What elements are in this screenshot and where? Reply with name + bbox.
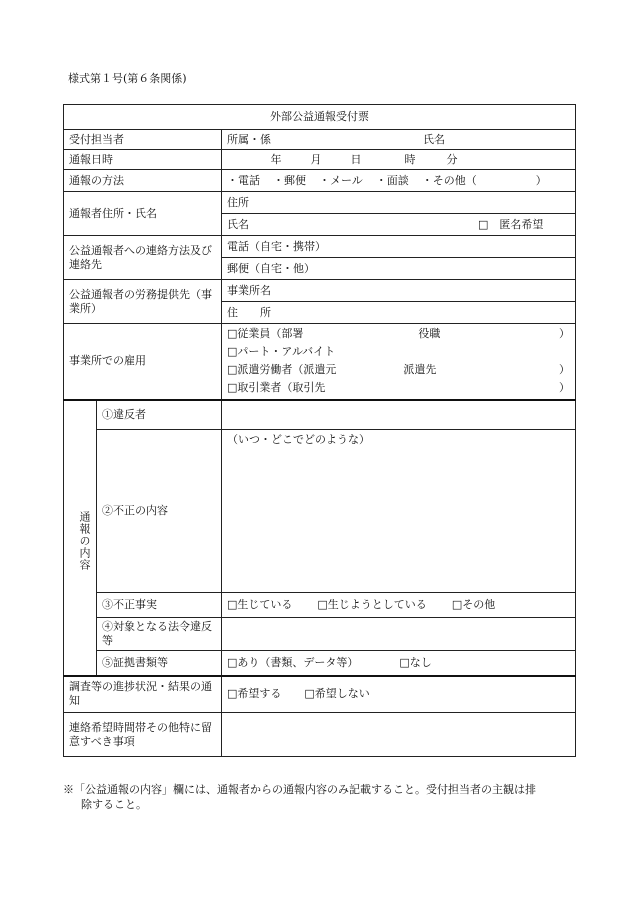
employee-checkbox[interactable]: □従業員（部署 (227, 327, 304, 341)
misconduct-row (64, 430, 576, 593)
fact-option-other[interactable]: □その他 (451, 598, 496, 611)
method-field[interactable] (222, 170, 576, 192)
datetime-row (64, 150, 576, 170)
remarks-field[interactable] (222, 713, 576, 757)
employee-position-label: 役職 (418, 327, 441, 341)
supplier-close-paren: ） (559, 381, 571, 395)
employment-dispatch-line (227, 361, 570, 379)
receiver-label: 受付担当者 (64, 130, 222, 150)
reporter-name-field[interactable] (222, 214, 576, 236)
progress-not-want-checkbox[interactable]: □希望しない (304, 687, 370, 701)
remarks-row (64, 713, 576, 757)
misconduct-field[interactable] (222, 430, 576, 593)
hour-label: 時 (404, 152, 416, 166)
progress-field[interactable] (222, 676, 576, 713)
reporter-row-address (64, 192, 576, 214)
method-row (64, 170, 576, 192)
receiver-name-label: 氏名 (423, 132, 445, 146)
dispatch-close-paren: ） (559, 363, 571, 377)
receiver-field[interactable] (222, 130, 576, 150)
violator-field[interactable] (222, 400, 576, 430)
employment-field[interactable] (222, 324, 576, 400)
employment-row (64, 324, 576, 400)
method-option-interview[interactable]: ・面談 (375, 173, 409, 187)
footnote-line-2: 除すること。 (81, 798, 147, 811)
evidence-yes-checkbox[interactable]: □あり（書類、データ等） (227, 655, 359, 669)
reporter-address-field[interactable]: 住所 (222, 192, 576, 214)
workplace-office-field[interactable]: 事業所名 (222, 280, 576, 302)
employment-label: 事業所での雇用 (64, 324, 222, 400)
remarks-label: 連絡希望時間帯その他特に留意すべき事項 (64, 713, 222, 757)
employment-supplier-line (227, 379, 570, 397)
fact-option-occurring[interactable]: □生じている (227, 598, 293, 611)
workplace-address-field[interactable]: 住 所 (222, 302, 576, 324)
dispatch-to-label: 派遣先 (403, 363, 437, 377)
evidence-row (64, 651, 576, 676)
employment-employee-line (227, 325, 570, 343)
reporter-name-label: 氏名 (227, 217, 249, 231)
footnote-line-1: ※「公益通報の内容」欄には、通報者からの通報内容のみ記載すること。受付担当者の主観は排 (63, 783, 536, 796)
workplace-row-office (64, 280, 576, 302)
progress-row (64, 676, 576, 713)
method-label: 通報の方法 (64, 170, 222, 192)
form-title: 外部公益通報受付票 (64, 105, 576, 130)
reporter-label: 通報者住所・氏名 (64, 192, 222, 236)
violator-label: ①違反者 (97, 400, 222, 430)
progress-label: 調査等の進捗状況・結果の通知 (64, 676, 222, 713)
footnote (63, 782, 579, 812)
anonymous-checkbox[interactable]: □ 匿名希望 (478, 217, 544, 231)
content-group-label: 通報の内容 (64, 400, 97, 676)
fact-label: ③不正事実 (97, 593, 222, 618)
month-label: 月 (310, 152, 322, 166)
progress-want-checkbox[interactable]: □希望する (227, 687, 282, 701)
contact-row-phone (64, 236, 576, 258)
contact-label: 公益通報者への連絡方法及び連絡先 (64, 236, 222, 280)
workplace-label: 公益通報者の労務提供先（事業所） (64, 280, 222, 324)
law-label: ④対象となる法令違反等 (97, 618, 222, 651)
method-option-mail[interactable]: ・郵便 (273, 173, 306, 187)
misconduct-label: ②不正の内容 (97, 430, 222, 593)
affiliation-label: 所属・係 (227, 132, 271, 146)
law-field[interactable] (222, 618, 576, 651)
reception-form-table (63, 104, 576, 757)
datetime-field[interactable] (222, 150, 576, 170)
fact-option-about-to-occur[interactable]: □生じようとしている (317, 598, 427, 611)
method-option-other[interactable]: ・その他（ (421, 173, 477, 187)
fact-field[interactable] (222, 593, 576, 618)
fact-row (64, 593, 576, 618)
employee-close-paren: ） (559, 327, 571, 341)
minute-label: 分 (446, 152, 458, 166)
contact-phone-field[interactable]: 電話（自宅・携帯） (222, 236, 576, 258)
evidence-label: ⑤証拠書類等 (97, 651, 222, 676)
dispatch-checkbox[interactable]: □派遣労働者（派遣元 (227, 363, 337, 377)
receiver-row (64, 130, 576, 150)
form-number: 様式第１号(第６条関係) (68, 72, 187, 85)
evidence-field[interactable] (222, 651, 576, 676)
law-row (64, 618, 576, 651)
method-option-phone[interactable]: ・電話 (227, 173, 260, 187)
title-row (64, 105, 576, 130)
employment-parttime-line (227, 343, 570, 361)
year-label: 年 (270, 152, 282, 166)
method-close-paren: ） (535, 173, 547, 187)
misconduct-hint: （いつ・どこでどのような） (227, 433, 370, 446)
supplier-checkbox[interactable]: □取引業者（取引先 (227, 381, 326, 395)
parttime-checkbox[interactable]: □パート・アルバイト (227, 345, 336, 359)
datetime-label: 通報日時 (64, 150, 222, 170)
evidence-no-checkbox[interactable]: □なし (399, 655, 432, 669)
method-option-email[interactable]: ・メール (319, 173, 363, 187)
day-label: 日 (350, 152, 362, 166)
contact-mail-field[interactable]: 郵便（自宅・他） (222, 258, 576, 280)
violator-row (64, 400, 576, 430)
